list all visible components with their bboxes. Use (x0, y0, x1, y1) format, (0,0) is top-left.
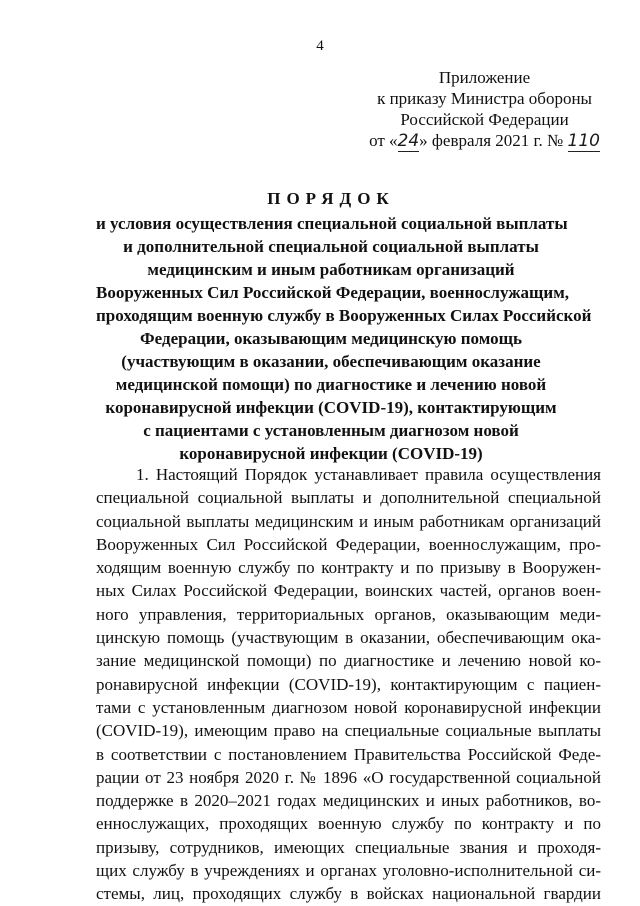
title-line: (участвующим в оказании, обеспечивающим оказание (121, 352, 541, 371)
body-line: специальной социальной выплаты и дополнительной специальной (96, 488, 601, 508)
title-line: и условия осуществления специальной социальной выплаты (96, 214, 568, 233)
body-line: стемы, лиц, проходящих службу в войсках национальной гвардии (96, 884, 601, 904)
handwritten-order-number: 110 (567, 131, 600, 151)
title-line: медицинским и иным работникам организаций (147, 260, 515, 279)
appendix-order-ref: к приказу Министра обороны (377, 89, 592, 108)
date-middle: » февраля 2021 г. № (419, 131, 564, 150)
body-line: щих службу в учреждениях и органах уголовно-исполнительной си- (96, 861, 601, 881)
document-title (96, 188, 592, 465)
title-line: медицинской помощи) по диагностике и лечению новой (115, 375, 547, 394)
page-number: 4 (316, 38, 324, 54)
title-line: Вооруженных Сил Российской Федерации, военнослужащим, (96, 283, 570, 302)
body-line: Вооруженных Сил Российской Федерации, военнослужащим, про- (96, 534, 601, 554)
title-main: ПОРЯДОК (267, 189, 395, 208)
body-line: рации от 23 ноября 2020 г. № 1896 «О государственной социальной (96, 767, 601, 787)
title-line: с пациентами с установленным диагнозом новой (143, 421, 519, 440)
body-line: тами с установленным диагнозом новой коронавирусной инфекции (96, 697, 601, 717)
appendix-country: Российской Федерации (400, 110, 569, 129)
body-line: зание медицинской помощи) по диагностике и лечению новой ко- (96, 651, 601, 671)
body-line: 1. Настоящий Порядок устанавливает правила осуществления (136, 465, 601, 484)
appendix-label: Приложение (438, 68, 531, 87)
body-line: ного управления, территориальных органов, оказывающим меди- (96, 604, 601, 624)
title-line: коронавирусной инфекции (COVID-19), контактирующим (105, 398, 557, 417)
body-line: призыву, сотрудников, имеющих специальные звания и проходя- (96, 837, 601, 857)
body-line: цинскую помощь (участвующим в оказании, обеспечивающим ока- (96, 628, 601, 648)
title-line: Федерации, оказывающим медицинскую помощь (140, 329, 522, 348)
body-line: социальной выплаты медицинским и иным работникам организаций (96, 511, 601, 531)
title-line: коронавирусной инфекции (COVID-19) (179, 444, 483, 463)
body-line: ходящим военную службу по контракту и по призыву в Вооружен- (96, 558, 601, 578)
body-paragraph (96, 463, 601, 906)
body-line: ных Силах Российской Федерации, воинских частей, органов воен- (96, 581, 601, 601)
handwritten-day: 24 (397, 131, 420, 151)
title-line: проходящим военную службу в Вооруженных Силах Российской (96, 306, 592, 325)
body-line: (COVID-19), имеющим право на специальные социальные выплаты (96, 721, 601, 741)
body-line: еннослужащих, проходящих военную службу по контракту и по (96, 814, 601, 834)
appendix-header (369, 67, 600, 151)
title-line: и дополнительной специальной социальной выплаты (123, 237, 539, 256)
appendix-date-line (369, 130, 600, 151)
body-line: поддержке в 2020–2021 годах медицинских и иных работников, во- (96, 791, 601, 811)
body-line: в соответствии с постановлением Правительства Российской Феде- (96, 744, 601, 764)
body-line: ронавирусной инфекции (COVID-19), контактирующим с пациен- (96, 674, 601, 694)
date-prefix: от « (369, 131, 398, 150)
